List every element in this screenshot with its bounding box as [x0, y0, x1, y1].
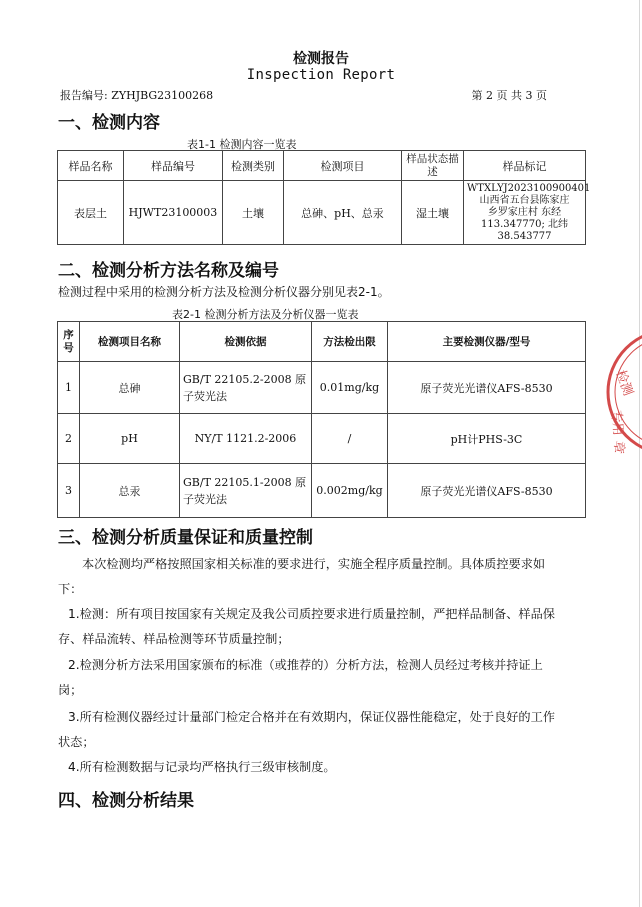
table1-header-cell: 样品名称 [58, 151, 124, 181]
svg-text:专用: 专用 [608, 409, 626, 437]
table1-header-cell: 样品编号 [124, 151, 223, 181]
table1-header-cell: 检测类别 [223, 151, 284, 181]
qc-item-3-line2: 状态； [58, 735, 95, 749]
row-number-cell: 3 [58, 464, 80, 518]
sample-mark-cell [464, 181, 591, 245]
item-name-cell: pH [80, 414, 180, 464]
basis-cell: GB/T 22105.2-2008 原子荧光法 [180, 362, 312, 414]
table1-detection-content [57, 150, 591, 245]
mark-line: 38.543777 [497, 230, 552, 242]
instrument-cell: pH计PHS-3C [388, 414, 586, 464]
row-number-cell: 2 [58, 414, 80, 464]
items-cell: 总砷、pH、总汞 [284, 181, 402, 245]
mark-line: 乡罗家庄村 东经 [487, 206, 562, 218]
table1-header-cell: 样品状态描述 [402, 151, 464, 181]
limit-cell: 0.002mg/kg [312, 464, 388, 518]
sample-name-cell: 表层土 [58, 181, 124, 245]
table1-header-cell: 检测项目 [284, 151, 402, 181]
section-1-heading: 一、检测内容 [58, 113, 160, 133]
limit-cell: 0.01mg/kg [312, 362, 388, 414]
table2-header-cell: 主要检测仪器/型号 [388, 322, 586, 362]
svg-text:章: 章 [609, 439, 627, 455]
table2-caption: 表2-1 检测分析方法及分析仪器一览表 [172, 308, 359, 321]
instrument-cell: 原子荧光光谱仪AFS-8530 [388, 464, 586, 518]
table-row [58, 464, 586, 518]
sample-id-cell: HJWT23100003 [124, 181, 223, 245]
section-2-text: 检测过程中采用的检测分析方法及检测分析仪器分别见表2-1。 [58, 285, 390, 299]
page-indicator: 第 2 页 共 3 页 [471, 89, 547, 102]
mark-line: 113.347770; 北纬 [481, 218, 568, 230]
section-2-heading: 二、检测分析方法名称及编号 [58, 261, 279, 281]
table-row [58, 362, 586, 414]
item-name-cell: 总砷 [80, 362, 180, 414]
svg-text:检测: 检测 [612, 368, 636, 398]
table1-header-cell: 样品标记 [464, 151, 586, 181]
limit-cell: / [312, 414, 388, 464]
table-row [58, 181, 586, 245]
table2-header-cell: 方法检出限 [312, 322, 388, 362]
table2-methods-instruments [57, 321, 586, 518]
table-row [58, 414, 586, 464]
section-3-intro-line2: 下： [58, 582, 83, 596]
table1-header-row [58, 151, 586, 181]
section-3-intro-line1: 本次检测均严格按照国家相关标准的要求进行，实施全程序质量控制。具体质控要求如 [82, 557, 546, 571]
report-title-en: Inspection Report [246, 67, 396, 83]
inspection-seal-stamp [602, 322, 642, 462]
report-number: 报告编号: ZYHJBG23100268 [60, 89, 214, 102]
report-title-cn: 检测报告 [293, 51, 349, 67]
qc-item-3-line1: 3.所有检测仪器经过计量部门检定合格并在有效期内，保证仪器性能稳定，处于良好的工作 [68, 710, 555, 724]
section-4-heading: 四、检测分析结果 [58, 791, 194, 811]
item-name-cell: 总汞 [80, 464, 180, 518]
qc-item-1-line1: 1.检测：所有项目按国家有关规定及我公司质控要求进行质量控制，严把样品制备、样品保 [68, 607, 555, 621]
mark-line: WTXLYJ2023100900401 [467, 182, 591, 194]
mark-line: 山西省五台县陈家庄 [479, 194, 570, 206]
basis-cell: GB/T 22105.1-2008 原子荧光法 [180, 464, 312, 518]
instrument-cell: 原子荧光光谱仪AFS-8530 [388, 362, 586, 414]
table2-header-cell: 序号 [58, 322, 80, 362]
qc-item-1-line2: 存、样品流转、样品检测等环节质量控制； [58, 632, 290, 646]
row-number-cell: 1 [58, 362, 80, 414]
basis-cell: NY/T 1121.2-2006 [180, 414, 312, 464]
section-3-heading: 三、检测分析质量保证和质量控制 [58, 528, 313, 548]
qc-item-2-line2: 岗； [58, 683, 83, 697]
table2-header-row [58, 322, 586, 362]
table2-header-cell: 检测依据 [180, 322, 312, 362]
state-cell: 湿土壤 [402, 181, 464, 245]
qc-item-4: 4.所有检测数据与记录均严格执行三级审核制度。 [68, 760, 336, 774]
qc-item-2-line1: 2.检测分析方法采用国家颁布的标准（或推荐的）分析方法，检测人员经过考核并持证上 [68, 658, 543, 672]
category-cell: 土壤 [223, 181, 284, 245]
table2-header-cell: 检测项目名称 [80, 322, 180, 362]
table1-caption: 表1-1 检测内容一览表 [187, 138, 297, 151]
